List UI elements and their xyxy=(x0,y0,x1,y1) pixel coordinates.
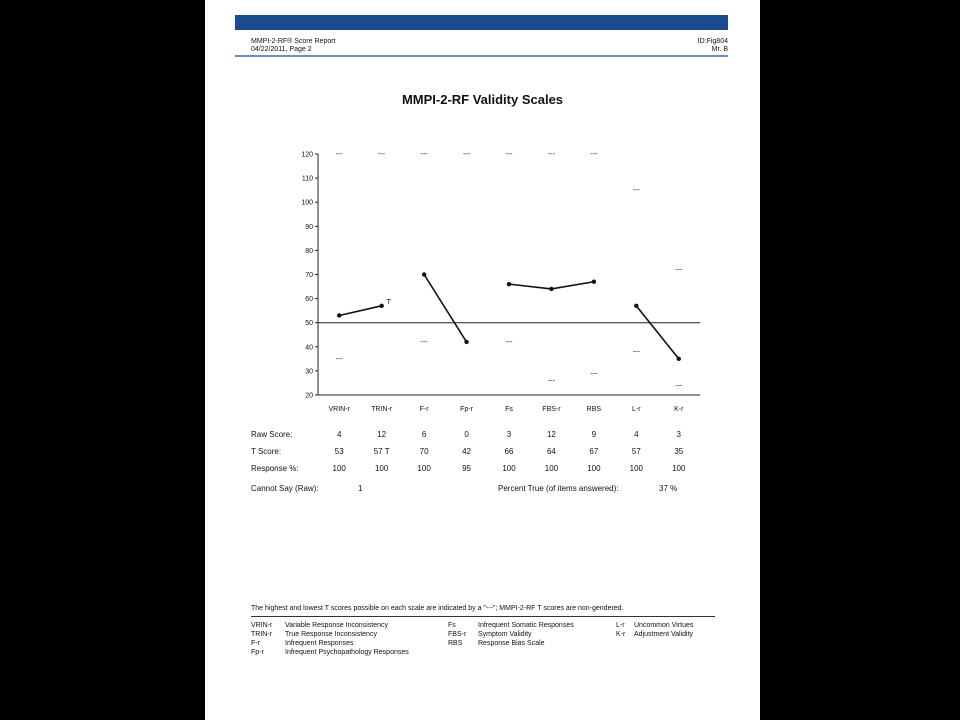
legend-item xyxy=(251,639,409,648)
legend-desc: Adjustment Validity xyxy=(634,631,694,638)
max-possible-marker: --- xyxy=(335,151,343,158)
y-tick-label: 40 xyxy=(305,344,313,352)
max-possible-marker: --- xyxy=(378,151,386,158)
cannot-say-label: Cannot Say (Raw): xyxy=(251,484,319,493)
legend-abbr: K-r xyxy=(616,631,626,638)
data-point-fbs-r xyxy=(549,287,553,291)
data-point-l-r xyxy=(634,304,638,308)
y-tick-label: 70 xyxy=(305,272,313,279)
raw-score-rbs: 9 xyxy=(591,430,597,439)
y-tick-label: 120 xyxy=(301,151,313,159)
legend-abbr: Fp-r xyxy=(251,649,264,656)
response-percent-f-r: 100 xyxy=(417,464,431,473)
legend-column-1 xyxy=(251,621,409,657)
max-possible-marker: --- xyxy=(420,151,428,158)
max-possible-marker: --- xyxy=(590,151,598,158)
raw-score-label: Raw Score: xyxy=(251,430,293,439)
min-possible-marker: --- xyxy=(335,355,343,363)
raw-score-k-r: 3 xyxy=(676,430,681,439)
response-percent-label: Response %: xyxy=(251,464,299,473)
legend-item xyxy=(251,648,409,657)
legend-abbr: TRIN-r xyxy=(251,631,272,638)
profile-line xyxy=(339,306,381,316)
y-tick-label: 30 xyxy=(305,368,313,376)
profile-line xyxy=(636,306,678,359)
response-percent-rbs: 100 xyxy=(587,464,601,473)
t-score-vrin-r: 53 xyxy=(334,447,344,456)
legend-item xyxy=(251,630,409,639)
t-score-l-r: 57 xyxy=(631,447,641,456)
chart-title: MMPI-2-RF Validity Scales xyxy=(401,92,564,107)
min-possible-marker: --- xyxy=(547,377,555,385)
data-point-rbs xyxy=(592,280,596,284)
min-possible-marker: --- xyxy=(632,348,640,356)
data-point-f-r xyxy=(422,272,426,276)
max-possible-marker: --- xyxy=(547,151,555,158)
data-point-trin-r xyxy=(379,304,383,308)
data-point-vrin-r xyxy=(337,313,341,317)
t-score-label: T Score: xyxy=(251,447,282,456)
x-tick-label: Fs xyxy=(505,406,513,413)
legend-abbr: Fs xyxy=(448,622,456,629)
report-title: MMPI-2-RF® Score Report xyxy=(251,38,336,45)
legend-desc: Infrequent Psychopathology Responses xyxy=(285,649,409,656)
legend-desc: Uncommon Virtues xyxy=(634,622,694,629)
x-tick-label: RBS xyxy=(586,406,602,413)
raw-score-vrin-r: 4 xyxy=(336,430,342,439)
x-tick-label: VRIN-r xyxy=(328,406,350,413)
max-possible-marker: --- xyxy=(675,266,683,274)
legend-desc: Infrequent Responses xyxy=(285,640,354,647)
footnote: The highest and lowest T scores possible on each scale are indicated by a "---"; MMPI-2-RF T scores are non-gendered. xyxy=(251,605,624,612)
min-possible-marker: --- xyxy=(420,338,428,346)
data-point-k-r xyxy=(677,357,681,361)
y-tick-label: 90 xyxy=(305,223,313,231)
raw-score-l-r: 4 xyxy=(634,430,639,439)
raw-score-fbs-r: 12 xyxy=(546,430,556,439)
y-tick-label: 100 xyxy=(301,199,313,207)
report-id: ID:Fig804 xyxy=(697,38,728,45)
response-percent-vrin-r: 100 xyxy=(332,464,346,473)
legend-abbr: F-r xyxy=(251,640,260,647)
legend-abbr: FBS-r xyxy=(448,631,467,638)
max-possible-marker: --- xyxy=(632,187,640,195)
data-point-fp-r xyxy=(464,340,468,344)
y-tick-label: 110 xyxy=(301,175,313,183)
min-possible-marker: --- xyxy=(590,370,598,378)
response-percent-k-r: 100 xyxy=(672,464,686,473)
t-score-rbs: 67 xyxy=(589,447,599,456)
x-tick-label: FBS-r xyxy=(542,406,561,413)
legend-abbr: RBS xyxy=(448,640,463,647)
legend-item xyxy=(616,621,693,630)
legend-column-3 xyxy=(616,621,693,639)
report-date-page: 04/22/2011, Page 2 xyxy=(251,46,312,53)
legend-column-2 xyxy=(448,621,574,648)
t-score-f-r: 70 xyxy=(419,447,429,456)
response-percent-fbs-r: 100 xyxy=(544,464,559,473)
t-score-trin-r: 57 T xyxy=(373,447,390,456)
response-percent-fs: 100 xyxy=(502,464,516,473)
raw-score-fp-r: 0 xyxy=(464,430,469,439)
x-tick-label: K-r xyxy=(674,406,684,413)
report-page xyxy=(205,0,760,720)
percent-true-value: 37 % xyxy=(659,484,678,493)
response-percent-l-r: 100 xyxy=(629,464,643,473)
x-tick-label: L-r xyxy=(632,406,641,413)
t-score-fp-r: 42 xyxy=(462,447,471,456)
data-point-fs xyxy=(507,282,511,286)
validity-scales-chart xyxy=(205,0,760,420)
legend-item xyxy=(448,630,574,639)
cannot-say-value: 1 xyxy=(358,484,363,493)
point-annotation: T xyxy=(386,298,391,306)
y-tick-label: 20 xyxy=(305,392,313,400)
t-score-fs: 66 xyxy=(504,447,514,456)
legend-item xyxy=(448,621,574,630)
response-percent-trin-r: 100 xyxy=(374,464,389,473)
min-possible-marker: --- xyxy=(505,338,513,346)
profile-line xyxy=(424,275,466,342)
x-tick-label: F-r xyxy=(419,406,429,413)
legend-item xyxy=(251,621,409,630)
y-tick-label: 60 xyxy=(305,296,313,304)
raw-score-trin-r: 12 xyxy=(377,430,387,439)
max-possible-marker: --- xyxy=(505,151,513,158)
legend-item xyxy=(448,639,574,648)
legend-abbr: L-r xyxy=(616,622,625,629)
x-tick-label: TRIN-r xyxy=(371,406,393,413)
client-name: Mr. B xyxy=(711,46,728,53)
footnote-divider xyxy=(251,616,715,617)
x-tick-label: Fp-r xyxy=(460,406,473,413)
legend-desc: Response Bias Scale xyxy=(478,640,545,647)
legend-desc: Infrequent Somatic Responses xyxy=(478,622,574,629)
legend-desc: Symptom Validity xyxy=(478,631,532,638)
y-tick-label: 80 xyxy=(305,247,313,255)
legend-desc: Variable Response Inconsistency xyxy=(285,622,388,629)
percent-true-label: Percent True (of items answered): xyxy=(498,484,619,493)
t-score-fbs-r: 64 xyxy=(546,447,556,456)
raw-score-fs: 3 xyxy=(506,430,512,439)
response-percent-fp-r: 95 xyxy=(462,464,471,473)
max-possible-marker: --- xyxy=(463,151,471,158)
legend-item xyxy=(616,630,693,639)
min-possible-marker: --- xyxy=(675,382,683,390)
legend-desc: True Response Inconsistency xyxy=(285,631,377,638)
legend-abbr: VRIN-r xyxy=(251,622,273,629)
y-tick-label: 50 xyxy=(305,320,313,328)
t-score-k-r: 35 xyxy=(674,447,684,456)
raw-score-f-r: 6 xyxy=(421,430,427,439)
